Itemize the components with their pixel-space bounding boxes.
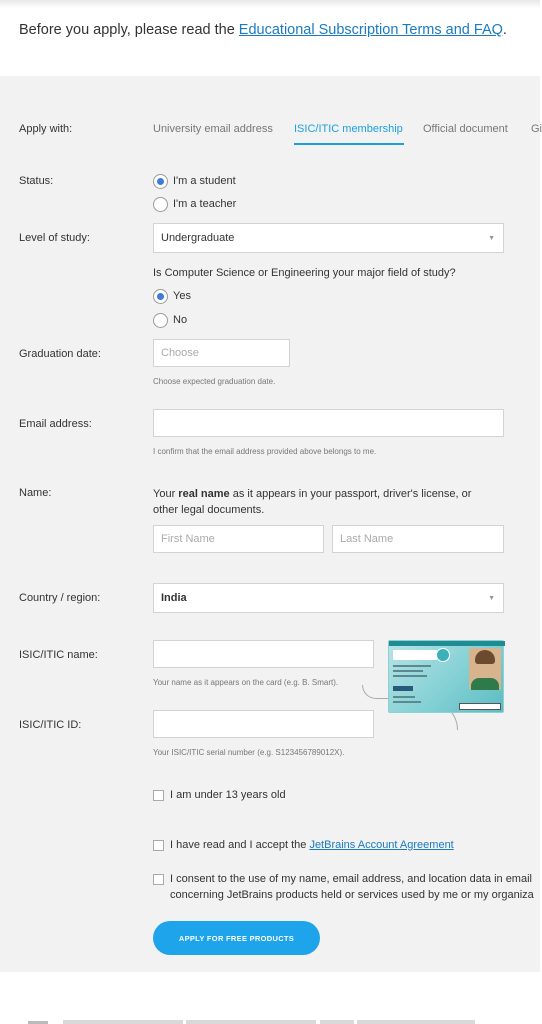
name-desc-pre: Your — [153, 488, 179, 500]
consent-checkbox[interactable] — [153, 874, 164, 885]
country-label: Country / region: — [19, 592, 101, 604]
isic-id-input[interactable] — [153, 710, 374, 738]
isic-id-label: ISIC/ITIC ID: — [19, 719, 82, 731]
active-tab-underline — [294, 143, 404, 145]
card-text-line — [393, 701, 421, 703]
dropdown-caret-icon: ▼ — [488, 235, 495, 242]
status-student-label[interactable]: I'm a student — [173, 175, 236, 187]
card-photo — [469, 648, 501, 690]
tab-official-document[interactable]: Official document — [423, 123, 508, 135]
footer-segment — [186, 1020, 316, 1024]
level-of-study-value: Undergraduate — [161, 232, 235, 244]
tab-university-email[interactable]: University email address — [153, 123, 273, 135]
email-label: Email address: — [19, 418, 92, 430]
country-value: India — [161, 592, 187, 604]
isic-name-input[interactable] — [153, 640, 374, 668]
footer-segment — [320, 1020, 354, 1024]
card-band — [389, 641, 505, 646]
apply-for-free-products-button[interactable]: APPLY FOR FREE PRODUCTS — [153, 921, 320, 955]
card-text-line — [393, 675, 427, 677]
card-name-box — [393, 686, 413, 691]
isic-name-label: ISIC/ITIC name: — [19, 649, 98, 661]
consent-label — [170, 871, 540, 903]
graduation-date-label: Graduation date: — [19, 348, 101, 360]
email-input[interactable] — [153, 409, 504, 437]
footer-segment — [357, 1020, 475, 1024]
under-13-label[interactable]: I am under 13 years old — [170, 789, 286, 801]
major-question: Is Computer Science or Engineering your major field of study? — [153, 267, 456, 279]
card-student-banner — [393, 650, 437, 660]
email-hint: I confirm that the email address provided above belongs to me. — [153, 447, 377, 456]
top-shadow — [0, 0, 540, 8]
card-text-line — [393, 696, 415, 698]
account-agreement-text: I have read and I accept the — [170, 839, 310, 851]
card-text-line — [393, 670, 423, 672]
level-of-study-select[interactable] — [153, 223, 504, 253]
account-agreement-label — [170, 837, 454, 853]
last-name-placeholder: Last Name — [340, 533, 394, 545]
graduation-date-placeholder: Choose — [161, 347, 199, 359]
name-label: Name: — [19, 487, 52, 499]
isic-card-illustration — [388, 640, 504, 713]
name-description — [153, 486, 493, 518]
card-serial-box — [459, 703, 501, 710]
status-teacher-label[interactable]: I'm a teacher — [173, 198, 237, 210]
status-teacher-radio[interactable] — [153, 197, 168, 212]
first-name-input[interactable] — [153, 525, 324, 553]
major-yes-label[interactable]: Yes — [173, 290, 191, 302]
status-student-radio[interactable] — [153, 174, 168, 189]
apply-with-label: Apply with: — [19, 123, 73, 135]
consent-line-1: I consent to the use of my name, email address, and location data in email — [170, 873, 532, 885]
intro-text — [19, 22, 507, 38]
major-yes-radio[interactable] — [153, 289, 168, 304]
status-label: Status: — [19, 175, 54, 187]
card-logo-icon — [436, 648, 450, 662]
account-agreement-checkbox[interactable] — [153, 840, 164, 851]
footer-segment — [63, 1020, 183, 1024]
dropdown-caret-icon: ▼ — [488, 595, 495, 602]
tab-github[interactable]: Gi — [531, 123, 542, 135]
first-name-placeholder: First Name — [161, 533, 215, 545]
country-select[interactable] — [153, 583, 504, 613]
level-of-study-label: Level of study: — [19, 232, 90, 244]
name-desc-bold: real name — [178, 488, 230, 500]
isic-name-hint: Your name as it appears on the card (e.g. B. Smart). — [153, 678, 339, 687]
last-name-input[interactable] — [332, 525, 504, 553]
isic-id-hint: Your ISIC/ITIC serial number (e.g. S123456789012X). — [153, 748, 345, 757]
major-no-label[interactable]: No — [173, 314, 188, 326]
intro-suffix: . — [502, 22, 507, 38]
graduation-date-hint: Choose expected graduation date. — [153, 377, 276, 386]
intro-label: Before you apply, please read the — [19, 22, 239, 38]
name-desc-post: as it appears in your passport, driver's license, or other legal documents. — [153, 488, 472, 516]
tab-isic-itic-membership[interactable]: ISIC/ITIC membership — [294, 123, 403, 135]
card-text-line — [393, 665, 431, 667]
terms-faq-link[interactable]: Educational Subscription Terms and FAQ — [238, 22, 503, 38]
footer-bar — [0, 1015, 540, 1024]
major-no-radio[interactable] — [153, 313, 168, 328]
consent-line-2: concerning JetBrains products held or services used by me or my organiza — [170, 889, 534, 901]
under-13-checkbox[interactable] — [153, 790, 164, 801]
account-agreement-link[interactable]: JetBrains Account Agreement — [309, 839, 454, 851]
graduation-date-input[interactable] — [153, 339, 290, 367]
